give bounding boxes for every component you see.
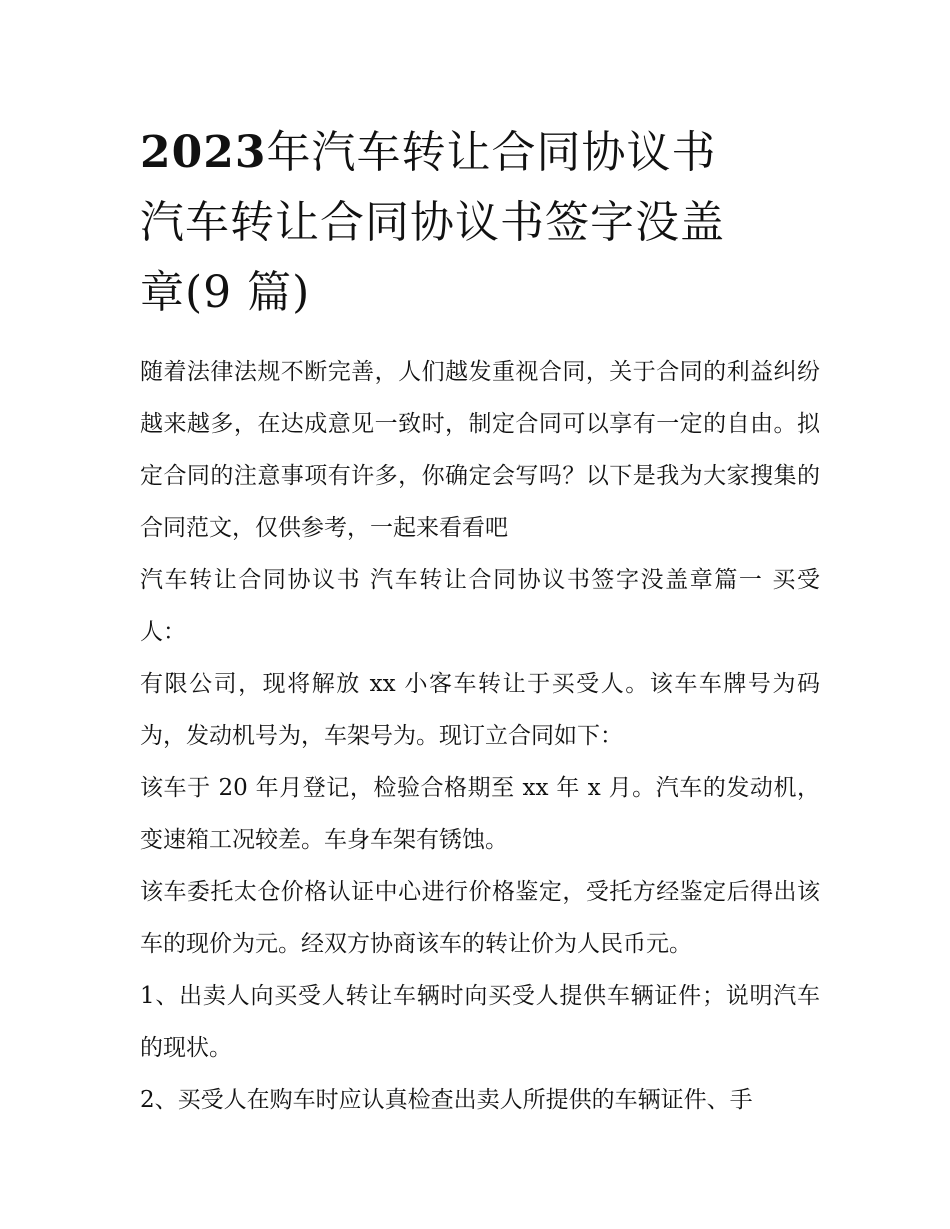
paragraph-clause-2: 2、买受人在购车时应认真检查出卖人所提供的车辆证件、手 <box>140 1087 753 1113</box>
paragraph-parties: 有限公司，现将解放 xx 小客车转让于买受人。该车车牌号为码为，发动机号为，车架号为。现订立合同如下： <box>140 671 820 749</box>
paragraph-clause-1: 1、出卖人向买受人转让车辆时向买受人提供车辆证件；说明汽车的现状。 <box>140 983 820 1061</box>
document-page <box>140 118 820 1126</box>
paragraph-registration: 该车于 20 年月登记，检验合格期至 xx 年 x 月。汽车的发动机，变速箱工况较差。车身车架有锈蚀。 <box>140 775 820 853</box>
title-line-2-text: 汽车转让合同协议书签字没盖 <box>140 197 725 248</box>
paragraph-intro: 随着法律法规不断完善，人们越发重视合同，关于合同的利益纠纷越来越多，在达成意见一致时，制定合同可以享有一定的自由。拟定合同的注意事项有许多，你确定会写吗？以下是我为大家搜集的合同范文，仅供参考，一起来看看吧 <box>140 359 820 541</box>
title-line-1-text: 年汽车转让合同协议书 <box>266 127 717 178</box>
title-year: 2023 <box>140 127 267 178</box>
paragraph-section-heading: 汽车转让合同协议书 汽车转让合同协议书签字没盖章篇一 买受人： <box>140 567 820 645</box>
title-line-3-text: 章(9 篇) <box>140 267 311 318</box>
title-line-3 <box>140 258 820 328</box>
paragraph-valuation: 该车委托太仓价格认证中心进行价格鉴定，受托方经鉴定后得出该车的现价为元。经双方协商该车的转让价为人民币元。 <box>140 879 820 957</box>
document-body <box>140 346 820 1126</box>
title-line-2 <box>140 188 820 258</box>
title-line-1 <box>140 118 820 188</box>
document-title <box>140 118 820 328</box>
